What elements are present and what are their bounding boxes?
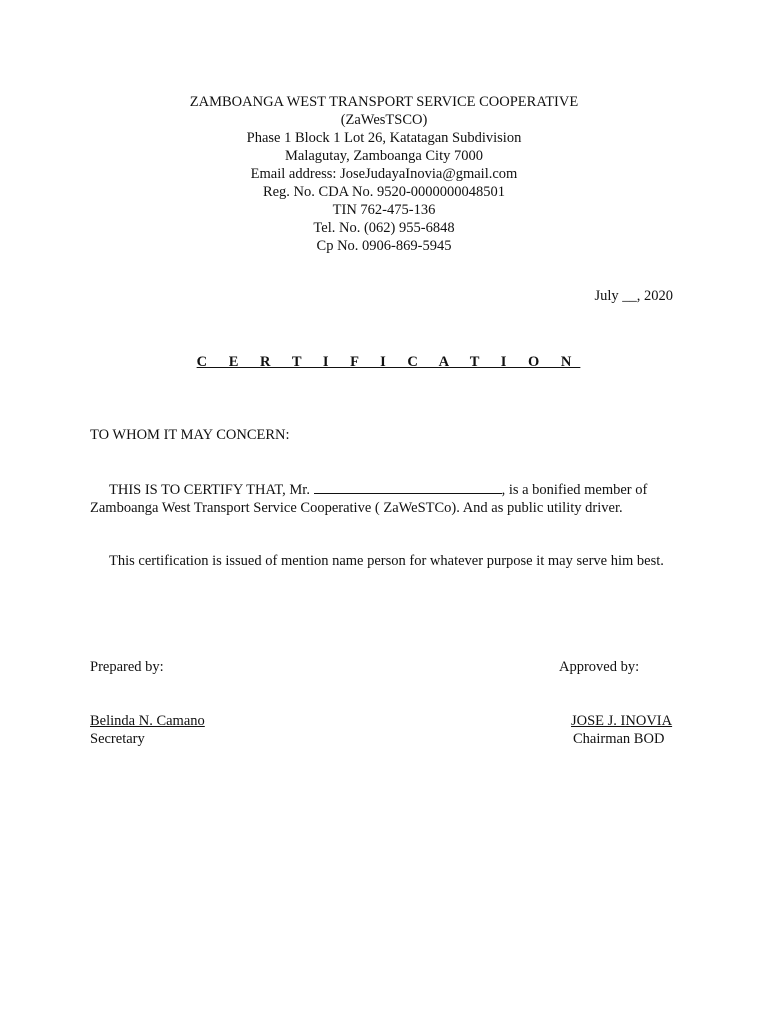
org-abbreviation: (ZaWesTSCO)	[340, 112, 428, 128]
name-blank-line	[314, 481, 502, 494]
email-address: Email address: JoseJudayaInovia@gmail.com	[250, 166, 518, 182]
tin-number: TIN 762-475-136	[332, 202, 436, 218]
document-title: C E R T I F I C A T I O N	[196, 354, 581, 370]
preparer-name: Belinda N. Camano	[90, 713, 205, 729]
approved-by-label: Approved by:	[559, 659, 640, 675]
prepared-by-label: Prepared by:	[90, 659, 164, 675]
certify-paragraph	[90, 481, 680, 517]
approver-title: Chairman BOD	[573, 731, 665, 747]
certify-suffix: , is a bonified member of Zamboanga West Transport Service Cooperative ( ZaWeSTCo). And as public utility driver.	[90, 482, 648, 516]
document-date: July __, 2020	[594, 288, 673, 304]
registration-number: Reg. No. CDA No. 9520-0000000048501	[262, 184, 506, 200]
salutation: TO WHOM IT MAY CONCERN:	[90, 427, 290, 443]
preparer-title: Secretary	[90, 731, 145, 747]
certify-prefix: THIS IS TO CERTIFY THAT, Mr.	[109, 482, 310, 498]
purpose-text: This certification is issued of mention name person for whatever purpose it may serve him best.	[109, 553, 664, 569]
telephone-number: Tel. No. (062) 955-6848	[313, 220, 455, 236]
cellphone-number: Cp No. 0906-869-5945	[316, 238, 452, 254]
approver-name: JOSE J. INOVIA	[571, 713, 673, 729]
purpose-paragraph	[90, 552, 680, 570]
org-name: ZAMBOANGA WEST TRANSPORT SERVICE COOPERATIVE	[189, 94, 579, 110]
letterhead	[0, 93, 768, 255]
address-line-1: Phase 1 Block 1 Lot 26, Katatagan Subdivision	[246, 130, 522, 146]
address-line-2: Malagutay, Zamboanga City 7000	[285, 148, 483, 164]
